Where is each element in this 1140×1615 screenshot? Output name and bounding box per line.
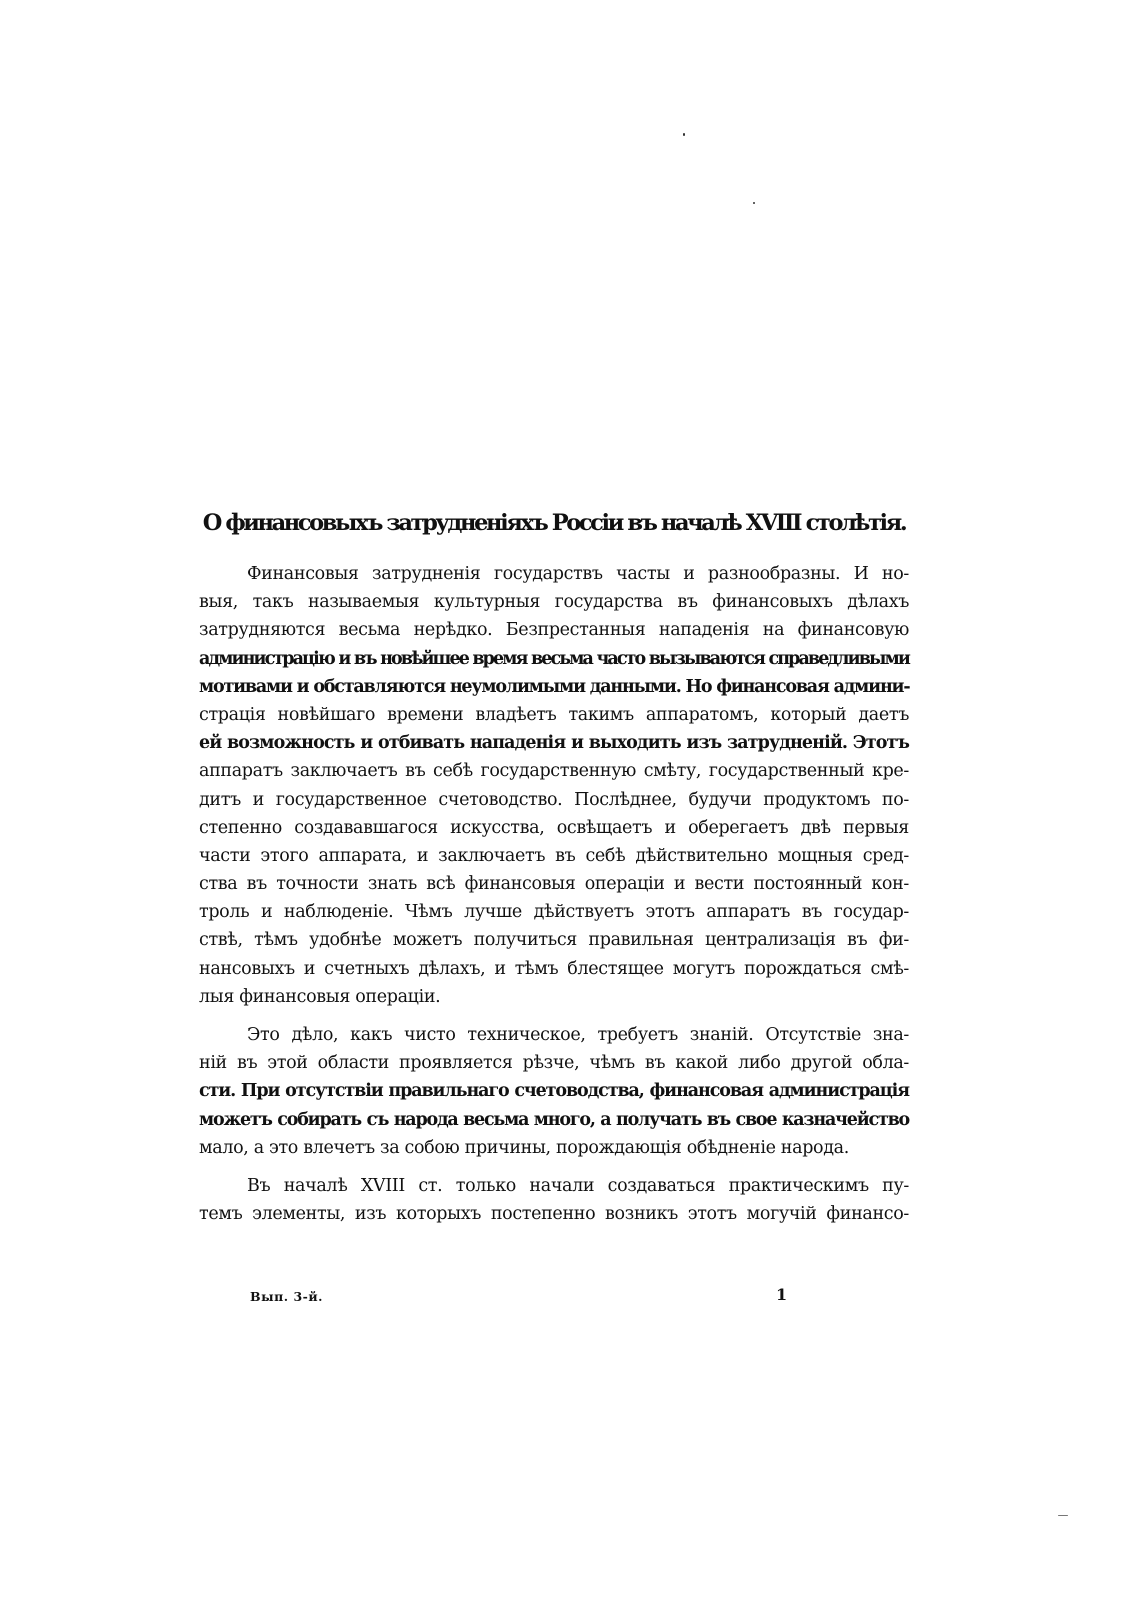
text-line: троль и наблюденіе. Чѣмъ лучше дѣйствуетъ этотъ аппаратъ въ государ- [199,902,909,923]
text-line: ства въ точности знать всѣ финансовыя операціи и вести постоянный кон- [199,874,909,895]
text-line: ствѣ, тѣмъ удобнѣе можетъ получиться правильная централизація въ фи- [199,930,909,951]
text-line: ній въ этой области проявляется рѣзче, чѣмъ въ какой либо другой обла- [199,1053,909,1074]
page-number: 1 [776,1285,788,1304]
text-line: лыя финансовыя операціи. [199,986,441,1007]
text-line: можетъ собирать съ народа весьма много, а получать въ свое казначейство [199,1109,909,1130]
text-line: мотивами и обставляются неумолимыми данными. Но финансовая админи- [199,676,910,697]
scan-speck [753,202,755,204]
document-body [199,560,909,1238]
page-footer [0,1287,1140,1311]
scan-speck [1058,1515,1068,1516]
scan-speck [683,133,685,136]
paragraph-1 [199,560,909,1011]
signature-mark: Вып. 3-й. [250,1289,323,1304]
text-line: администрацію и въ новѣйшее время весьма часто вызываются справедливыми [199,648,909,669]
text-line: темъ элементы, изъ которыхъ постепенно возникъ этотъ могучій финансо- [199,1204,909,1225]
text-line: степенно создававшагося искусства, освѣщаетъ и оберегаетъ двѣ первыя [199,817,909,838]
text-line: Финансовыя затрудненія государствъ часты и разнообразны. И но- [247,564,909,584]
text-line: мало, а это влечетъ за собою причины, порождающія обѣдненіе народа. [199,1137,849,1158]
text-line: ей возможность и отбивать нападенія и выходить изъ затрудненій. Этотъ [199,733,909,754]
text-line: затрудняются весьма нерѣдко. Безпрестанныя нападенія на финансовую [199,620,909,641]
document-title: О финансовыхъ затрудненіяхъ Россіи въ началѣ XVIII столѣтія. [202,510,906,536]
text-line: сти. При отсутствіи правильнаго счетоводства, финансовая администрація [199,1081,909,1102]
paragraph-3 [199,1172,909,1228]
text-line: аппаратъ заключаетъ въ себѣ государственную смѣту, государственный кре- [199,761,909,782]
text-line: страція новѣйшаго времени владѣетъ такимъ аппаратомъ, который даетъ [199,704,909,725]
paragraph-2 [199,1021,909,1162]
text-line: дитъ и государственное счетоводство. Послѣднее, будучи продуктомъ по- [199,789,909,810]
text-line: части этого аппарата, и заключаетъ въ себѣ дѣйствительно мощныя сред- [199,845,909,866]
text-line: Это дѣло, какъ чисто техническое, требуетъ знаній. Отсутствіе зна- [247,1025,909,1045]
text-line: выя, такъ называемыя культурныя государства въ финансовыхъ дѣлахъ [199,592,909,613]
text-line: Въ началѣ XVIII ст. только начали создаваться практическимъ пу- [247,1175,909,1196]
text-line: нансовыхъ и счетныхъ дѣлахъ, и тѣмъ блестящее могутъ порождаться смѣ- [199,958,909,979]
